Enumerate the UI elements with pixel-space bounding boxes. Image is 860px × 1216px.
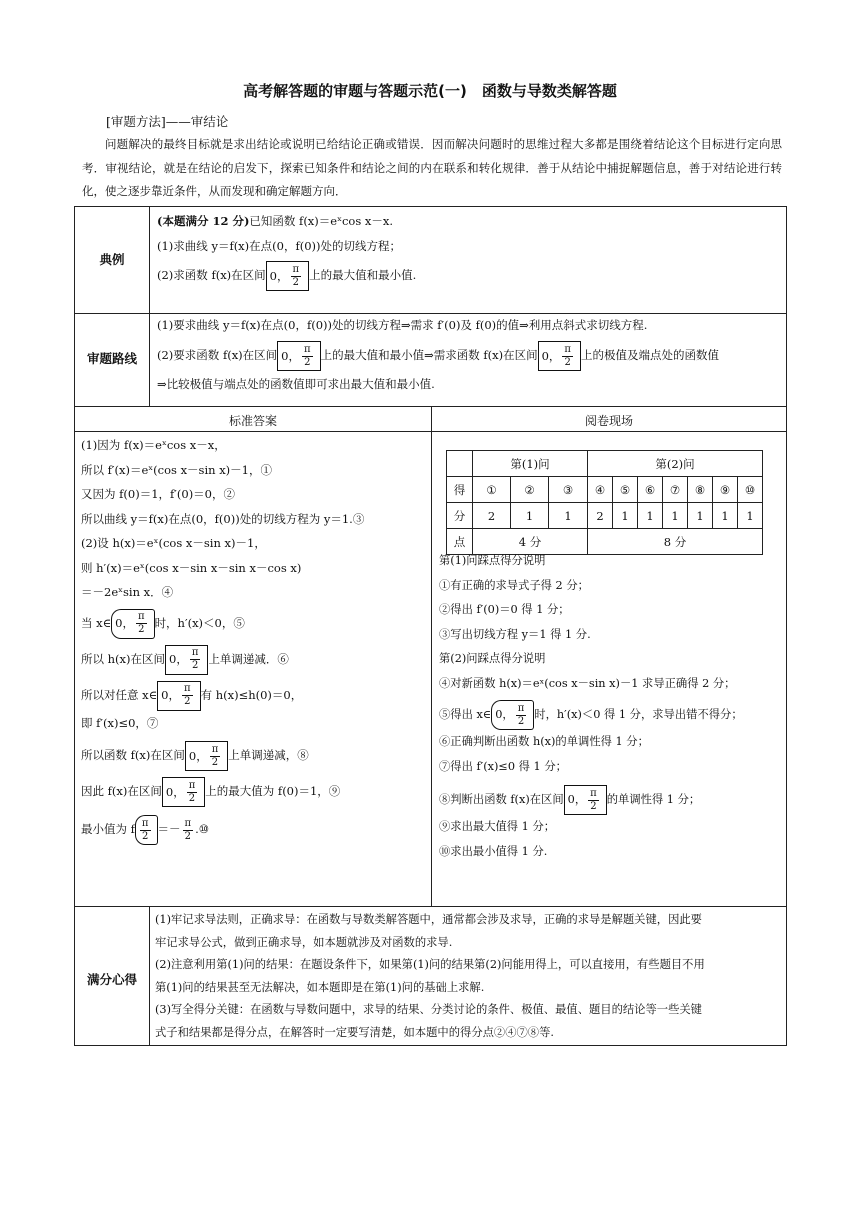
answer-line (81, 609, 364, 639)
answer-pre: 当 x∈ (81, 615, 112, 630)
answer-line: (1)因为 f(x)＝eˣcos x－x， (81, 438, 226, 452)
method-heading: [审题方法]——审结论 (106, 114, 229, 129)
route-label: 审题路线 (86, 351, 137, 366)
mark-cell: ③ (549, 477, 588, 503)
mark-cell: ⑦ (663, 477, 688, 503)
pi-over-2 (183, 818, 194, 843)
frac-num: π (304, 343, 311, 355)
frac-den: 2 (188, 792, 196, 804)
interval-left: 0， (281, 348, 300, 363)
mark-cell: ② (511, 477, 549, 503)
interval-open-paren (491, 700, 531, 730)
tips-line: 第(1)问的结果甚至无法解决，如本题即是在第(1)问的基础上求解. (155, 980, 485, 994)
point-cell: 1 (688, 503, 713, 529)
answer-post: 上单调递减，⑧ (228, 748, 309, 762)
pi-over-2 (187, 780, 198, 805)
col-divider (431, 406, 432, 906)
mark-cell: ⑩ (738, 477, 763, 503)
answer-line: 所以 f′(x)＝eˣ(cos x－sin x)－1，① (81, 462, 272, 477)
interval-left: 0， (269, 268, 289, 283)
interval-left: 0， (567, 792, 587, 806)
mark-cell: ① (473, 477, 511, 503)
grading-line (439, 700, 743, 730)
pi-over-2 (136, 611, 147, 636)
answer-line: ＝－2eˣsin x．④ (81, 585, 174, 599)
point-cell: 1 (713, 503, 738, 529)
answer-pre: 所以对任意 x∈ (81, 687, 158, 702)
marks-row (447, 477, 763, 503)
standard-answer-header: 标准答案 (228, 414, 277, 428)
grading-pre: ⑤得出 x∈ (439, 708, 492, 721)
frac-num: π (211, 743, 219, 755)
example-score-note: (本题满分 12 分) (157, 214, 250, 228)
example-statement (157, 211, 416, 232)
tips-line: (3)写全得分关键：在函数与导数问题中，求导的结果、分类讨论的条件、极值、最值、题目的结论等一些关键 (155, 1003, 702, 1016)
grading-line: ⑥正确判断出函数 h(x)的单调性得 1 分； (439, 735, 649, 748)
grading-line: ③写出切线方程 y＝1 得 1 分. (439, 627, 591, 641)
answer-post: ＝－ (157, 822, 181, 836)
route-2-mid: 上的最大值和最小值⇒需求函数 f(x)在区间 (320, 348, 538, 362)
q2-prefix: (2)求函数 f(x)在区间 (157, 268, 266, 282)
frac-num: π (191, 647, 199, 658)
interval-left: 0， (495, 707, 514, 721)
frac-den: 2 (292, 276, 299, 288)
interval-left: 0， (165, 784, 185, 799)
tips-label: 满分心得 (86, 972, 137, 987)
frac-num: π (188, 779, 196, 791)
row-label: 分 (447, 503, 473, 529)
frac-den: 2 (304, 356, 311, 368)
answer-pre: 所以函数 f(x)在区间 (81, 748, 185, 762)
answer-line (81, 777, 364, 807)
interval-bracket (266, 261, 306, 291)
frac-num: π (590, 787, 597, 799)
point-cell: 1 (638, 503, 663, 529)
interval-left: 0， (541, 348, 561, 363)
point-cell: 1 (738, 503, 763, 529)
part1-total: 4 分 (473, 529, 588, 555)
frac-den: 2 (211, 756, 219, 768)
row-label: 点 (447, 529, 473, 555)
frac-den: 2 (564, 356, 571, 368)
col-divider (149, 207, 150, 406)
example-content (157, 211, 416, 291)
score-table (446, 450, 763, 555)
point-cell: 2 (473, 503, 511, 529)
route-step-3: ⇒比较极值与端点处的函数值即可求出最大值和最小值. (157, 377, 435, 391)
col-divider (149, 906, 150, 1046)
tips-line: (1)牢记求导法则，正确求导：在函数与导数类解答题中，通常都会涉及求导，正确的求导是解题关键，因此要 (155, 913, 702, 926)
q2-suffix: 上的最大值和最小值. (309, 268, 417, 282)
point-cell: 1 (549, 503, 588, 529)
tips-line: (2)注意利用第(1)问的结果：在题设条件下，如果第(1)问的结果第(2)问能用得上，可以直接用，有些题目不用 (155, 958, 705, 971)
grading-line (439, 785, 743, 815)
grading-post: 的单调性得 1 分； (606, 793, 701, 806)
frac-den: 2 (138, 624, 145, 635)
pi-over-2 (182, 683, 193, 708)
answer-pre: 所以 h(x)在区间 (81, 651, 166, 666)
mark-cell: ⑤ (613, 477, 638, 503)
interval-bracket (165, 645, 205, 675)
answer-line: 即 f′(x)≤0，⑦ (81, 715, 159, 730)
pi-over-2 (562, 344, 573, 369)
interval-left: 0， (169, 652, 188, 667)
example-label: 典例 (99, 252, 125, 267)
frac-num: π (517, 702, 525, 714)
interval-bracket (277, 341, 317, 371)
answer-line: (2)设 h(x)＝eˣ(cos x－sin x)－1， (81, 536, 266, 550)
point-cell: 1 (511, 503, 549, 529)
tips-line: 牢记求导公式，做到正确求导，如本题就涉及对函数的求导. (155, 935, 453, 949)
interval-left: 0， (161, 688, 180, 703)
pi-over-2 (210, 744, 221, 769)
frac-den: 2 (517, 715, 525, 727)
interval-bracket (564, 785, 604, 815)
answer-post: 时，h′(x)＜0，⑤ (154, 615, 245, 630)
grading-post: 时，h′(x)＜0 得 1 分，求导出错不得分； (534, 708, 743, 721)
pi-over-2 (291, 264, 302, 289)
grading-notes (439, 551, 743, 862)
mark-cell: ④ (588, 477, 613, 503)
grading-line: ⑨求出最大值得 1 分； (439, 820, 556, 833)
frac-num: π (564, 343, 571, 355)
grading-line: ⑦得出 f′(x)≤0 得 1 分； (439, 759, 567, 773)
part2-total: 8 分 (588, 529, 763, 555)
frac-num: π (137, 611, 145, 622)
answer-line: 又因为 f(0)＝1，f′(0)＝0，② (81, 487, 235, 501)
grading-header: 阅卷现场 (584, 414, 633, 428)
pi-over-2 (516, 703, 527, 728)
answer-end: .⑩ (195, 822, 210, 836)
tips-line: 式子和结果都是得分点，在解答时一定要写清楚，如本题中的得分点②④⑦⑧等. (155, 1025, 554, 1039)
route-content (157, 315, 719, 395)
intro-paragraph: 问题解决的最终目标就是求出结论或说明已给结论正确或错误．因而解决问题时的思维过程大多都是围绕着结论这个目标进行定向思考．审视结论，就是在结论的启发下，探索已知条件和结论之间的内在联系和转化规律．善于从结论中捕捉解题信息，善于对结论进行转化，使之逐步靠近条件，从而发现和确定解题方向． (82, 137, 782, 198)
answer-line (81, 741, 364, 771)
frac-num: π (183, 683, 191, 694)
answer-line: 则 h′(x)＝eˣ(cos x－sin x－sin x－cos x) (81, 560, 302, 575)
answer-pre: 因此 f(x)在区间 (81, 784, 162, 798)
pi-over-2 (302, 344, 313, 369)
route-step-1: (1)要求曲线 y＝f(x)在点(0，f(0))处的切线方程⇒需求 f′(0)及 f(0)的值⇒利用点斜式求切线方程. (157, 318, 648, 332)
answer-post: 有 h(x)≤h(0)＝0， (200, 687, 303, 702)
solution-table (74, 206, 787, 1046)
route-2-pre: (2)要求函数 f(x)在区间 (157, 348, 278, 362)
grading-line: 第(1)问踩点得分说明 (439, 554, 546, 567)
frac-num: π (141, 817, 149, 829)
standard-answer (81, 435, 364, 845)
frac-num: π (184, 817, 192, 829)
row-label: 得 (447, 477, 473, 503)
answer-line (81, 681, 364, 711)
interval-bracket (538, 341, 578, 371)
frac-den: 2 (142, 830, 149, 842)
part2-header: 第(2)问 (588, 451, 763, 477)
frac-num: π (292, 263, 300, 275)
point-cell: 1 (613, 503, 638, 529)
example-question-2 (157, 261, 416, 291)
score-header-row (447, 451, 763, 477)
pi-over-2 (190, 647, 201, 672)
example-question-1: (1)求曲线 y＝f(x)在点(0，f(0))处的切线方程； (157, 239, 401, 253)
grading-line: ①有正确的求导式子得 2 分； (439, 578, 589, 592)
interval-left: 0， (115, 616, 134, 631)
page-title: 高考解答题的审题与答题示范(一) 函数与导数类解答题 (243, 82, 617, 100)
grading-pre: ⑧判断出函数 f(x)在区间 (439, 793, 564, 806)
points-row (447, 503, 763, 529)
interval-bracket (157, 681, 197, 711)
grading-line: ④对新函数 h(x)＝eˣ(cos x－sin x)－1 求导正确得 2 分； (439, 676, 736, 690)
example-function: 已知函数 f(x)＝eˣcos x－x. (249, 214, 394, 228)
score-corner (447, 451, 473, 477)
answer-line (81, 815, 364, 845)
point-cell: 1 (663, 503, 688, 529)
row-divider (75, 906, 786, 907)
mark-cell: ⑧ (688, 477, 713, 503)
answer-line: 所以曲线 y＝f(x)在点(0，f(0))处的切线方程为 y＝1.③ (81, 511, 365, 526)
frac-den: 2 (184, 696, 191, 707)
grading-line: 第(2)问踩点得分说明 (439, 652, 546, 665)
answer-line (81, 645, 364, 675)
interval-open-paren (111, 609, 151, 639)
pi-over-2 (140, 818, 151, 843)
point-cell: 2 (588, 503, 613, 529)
route-2-post: 上的极值及端点处的函数值 (581, 348, 719, 362)
paren-open (135, 815, 155, 845)
pi-over-2 (588, 788, 599, 813)
interval-bracket (185, 741, 225, 771)
frac-den: 2 (184, 830, 191, 842)
answer-post: 上的最大值为 f(0)＝1，⑨ (205, 784, 341, 798)
frac-den: 2 (191, 660, 199, 671)
mark-cell: ⑥ (638, 477, 663, 503)
interval-bracket (162, 777, 202, 807)
grading-line: ⑩求出最小值得 1 分. (439, 844, 548, 858)
route-step-2 (157, 341, 719, 371)
row-divider (75, 313, 786, 314)
tips-content (155, 909, 705, 1044)
part1-header: 第(1)问 (473, 451, 588, 477)
grading-line: ②得出 f′(0)＝0 得 1 分； (439, 603, 570, 616)
answer-post: 上单调递减．⑥ (208, 651, 289, 666)
answer-pre: 最小值为 f (81, 822, 135, 836)
frac-den: 2 (590, 800, 597, 812)
mark-cell: ⑨ (713, 477, 738, 503)
interval-left: 0， (188, 748, 208, 763)
